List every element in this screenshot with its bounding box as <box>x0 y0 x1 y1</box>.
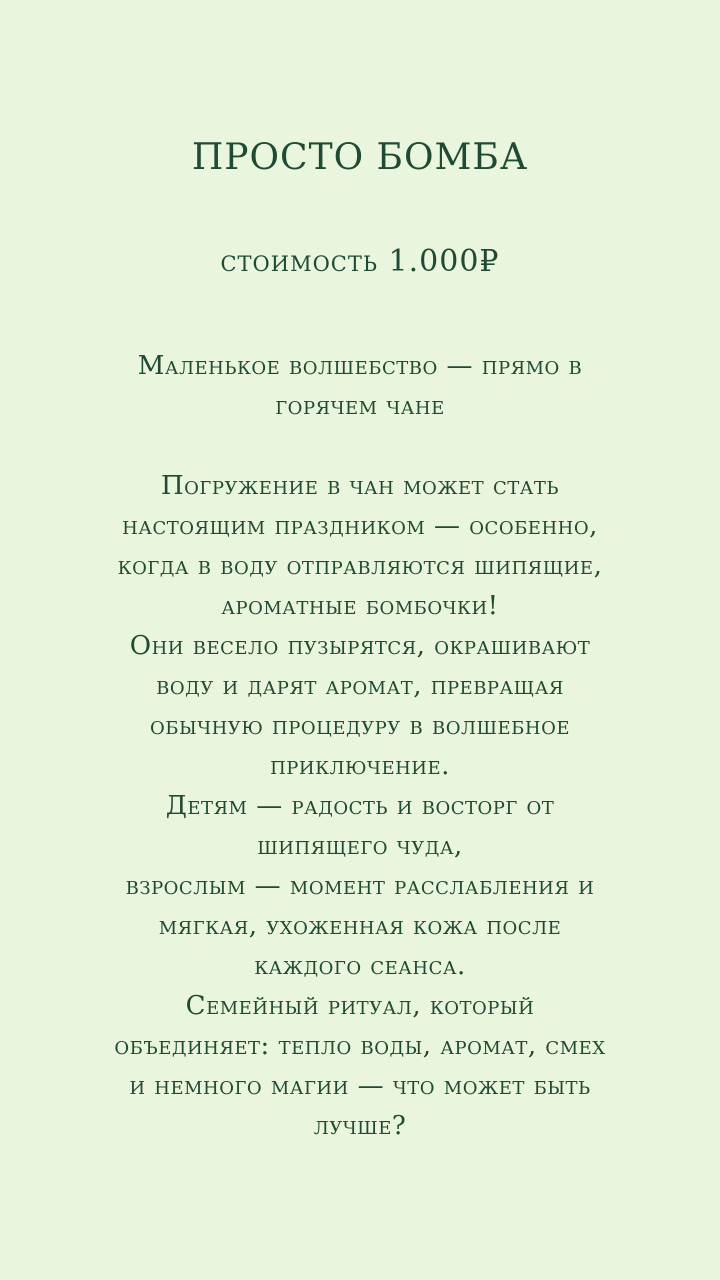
intro-line: горячем чане <box>275 391 445 421</box>
page-title: ПРОСТО БОМБА <box>191 137 529 178</box>
paragraph-line: шипящего чуда, <box>257 831 463 861</box>
description-text <box>50 346 670 1146</box>
paragraph-line: Семейный ритуал, который <box>185 991 535 1021</box>
paragraph-line: воду и дарят аромат, превращая <box>156 671 564 701</box>
paragraph-line: обычную процедуру в волшебное <box>150 711 570 741</box>
paragraph-gap <box>50 426 670 466</box>
paragraph-line: ароматные бомбочки! <box>221 591 499 621</box>
paragraph-line: Погружение в чан может стать <box>161 471 559 501</box>
paragraph-line: мягкая, ухоженная кожа после <box>158 911 562 941</box>
paragraph-line: и немного магии — что может быть <box>129 1071 591 1101</box>
paragraph-line: объединяет: тепло воды, аромат, смех <box>114 1031 606 1061</box>
paragraph-line: настоящим праздником — особенно, <box>122 511 598 541</box>
paragraph-line: взрослым — момент расслабления и <box>125 871 595 901</box>
price-label: стоимость 1.000₽ <box>220 244 500 279</box>
paragraph-line: каждого сеанса. <box>254 951 466 981</box>
paragraph-line: когда в воду отправляются шипящие, <box>117 551 603 581</box>
paragraph-line: лучше? <box>313 1111 407 1141</box>
paragraph-line: Они весело пузырятся, окрашивают <box>129 631 591 661</box>
paragraph-line: приключение. <box>270 751 450 781</box>
intro-line: Маленькое волшебство — прямо в <box>137 351 583 381</box>
paragraph-line: Детям — радость и восторг от <box>165 791 555 821</box>
